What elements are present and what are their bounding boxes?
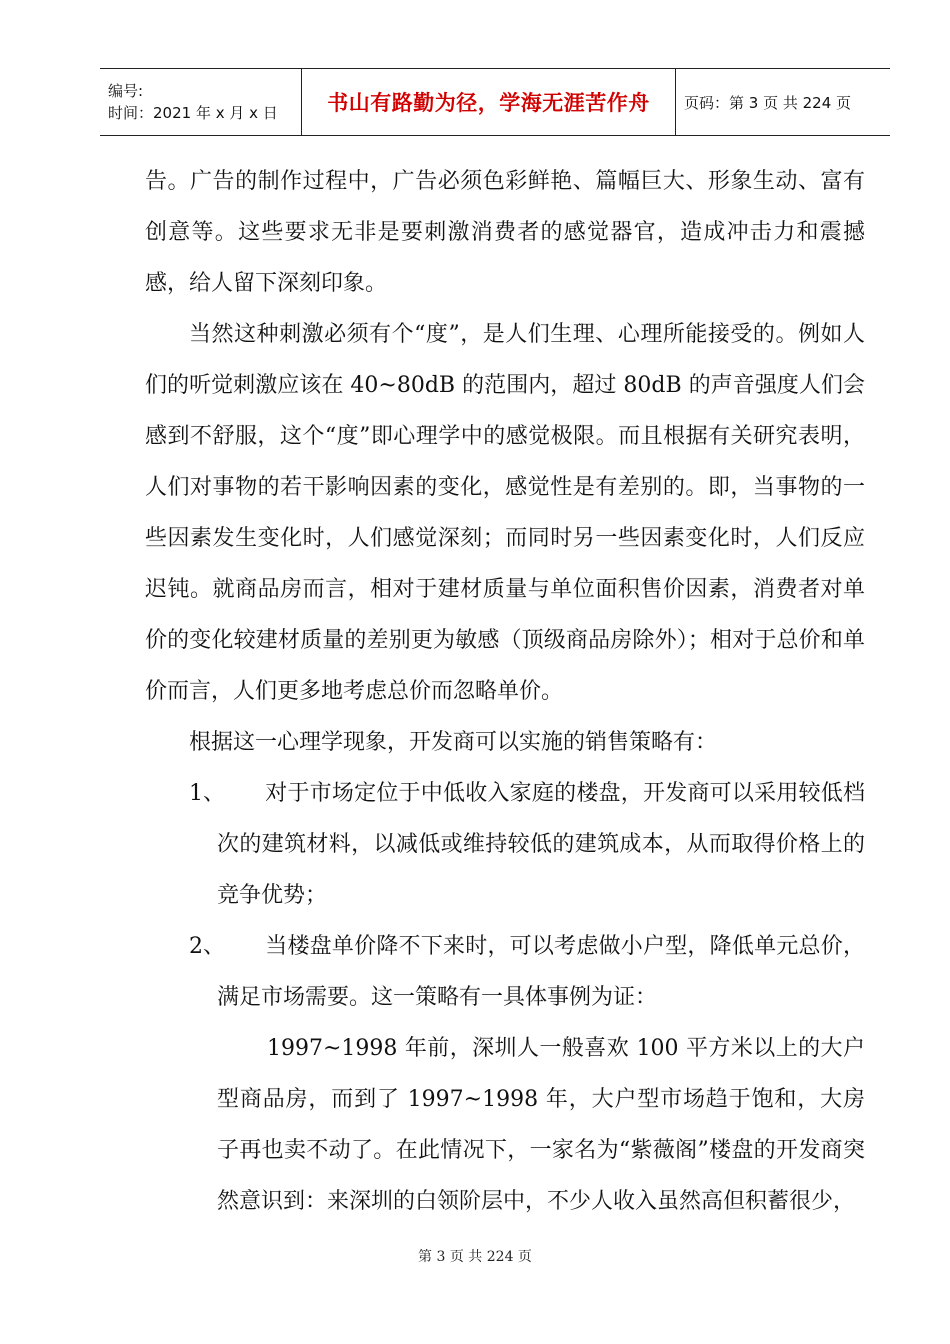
page-footer: 第 3 页 共 224 页 [418, 1249, 532, 1265]
paragraph-3: 根据这一心理学现象，开发商可以实施的销售策略有： [189, 730, 718, 755]
header-meta [100, 69, 301, 135]
header-motto: 书山有路勤为径，学海无涯苦作舟 [301, 69, 676, 135]
list-number: 2、 [189, 934, 225, 959]
date-label: 时间：2021 年 x 月 x 日 [108, 104, 278, 122]
paragraph-2: 当然这种刺激必须有个“度”，是人们生理、心理所能接受的。例如人们的听觉刺激应该在 40~80dB 的范围内，超过 80dB 的声音强度人们会感到不舒服，这个“度”即心理学中的感觉极限。而且根据有关研究表明，人们对事物的若干影响因素的变化，感觉性是有差别的。即，当事物的一些因素发生变化时，人们感觉深刻；而同时另一些因素变化时，人们反应迟钝。就商品房而言，相对于建材质量与单位面积售价因素，消费者对单价的变化较建材质量的差别更为敏感（顶级商品房除外）；相对于总价和单价而言，人们更多地考虑总价而忽略单价。 [145, 322, 865, 704]
serial-number-label: 编号: [108, 82, 144, 100]
page-header [100, 68, 890, 136]
list-text: 对于市场定位于中低收入家庭的楼盘，开发商可以采用较低档次的建筑材料，以减低或维持较低的建筑成本，从而取得价格上的竞争优势； [217, 781, 865, 908]
document-body [145, 156, 865, 1227]
list-item-1 [145, 768, 865, 921]
list-number: 1、 [189, 781, 225, 806]
list-item-2 [145, 921, 865, 1023]
header-page-code: 页码：第 3 页 共 224 页 [684, 93, 852, 112]
example-paragraph: 1997~1998 年前，深圳人一般喜欢 100 平方米以上的大户型商品房，而到了 1997~1998 年，大户型市场趋于饱和，大房子再也卖不动了。在此情况下，一家名为“紫薇阁”楼盘的开发商突然意识到：来深圳的白领阶层中，不少人收入虽然高但积蓄很少， [217, 1036, 865, 1214]
paragraph-1: 告。广告的制作过程中，广告必须色彩鲜艳、篇幅巨大、形象生动、富有创意等。这些要求无非是要刺激消费者的感觉器官，造成冲击力和震撼感，给人留下深刻印象。 [145, 169, 865, 296]
list-text: 当楼盘单价降不下来时，可以考虑做小户型，降低单元总价，满足市场需要。这一策略有一具体事例为证： [217, 934, 865, 1010]
